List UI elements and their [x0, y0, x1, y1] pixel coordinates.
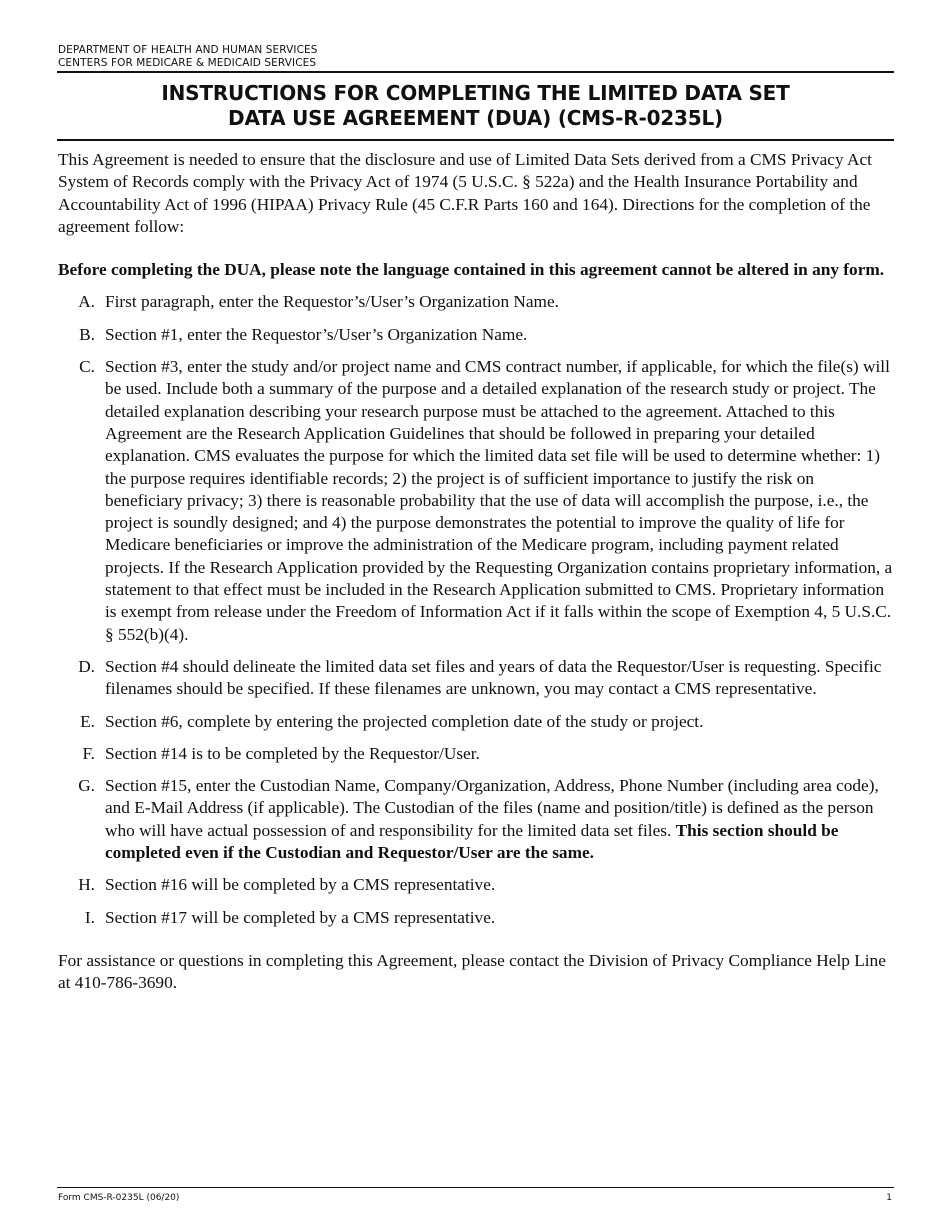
- header-rule: [57, 71, 894, 73]
- list-item: [58, 656, 894, 701]
- alteration-note: Before completing the DUA, please note the language contained in this agreement cannot be altered in any form.: [58, 260, 885, 280]
- footer-rule: [57, 1187, 894, 1188]
- list-item: [58, 775, 894, 864]
- list-item: [58, 324, 894, 346]
- item-text: Section #15, enter the Custodian Name, Company/Organization, Address, Phone Number (including area code), and E-Mail Address (if applicable). The Custodian of the files (name and position/title) is defined as the person who will have actual possession of and responsibility for the limited data set files.: [105, 776, 879, 840]
- item-text: Section #1, enter the Requestor’s/User’s Organization Name.: [105, 324, 528, 344]
- item-marker: A.: [78, 292, 95, 312]
- form-id: Form CMS-R-0235L (06/20): [58, 1193, 180, 1203]
- title-line-1: INSTRUCTIONS FOR COMPLETING THE LIMITED DATA SET: [161, 81, 790, 105]
- item-text: Section #6, complete by entering the projected completion date of the study or project.: [105, 711, 704, 731]
- list-item: [58, 907, 894, 929]
- item-text: Section #3, enter the study and/or project name and CMS contract number, if applicable, for which the file(s) will be used. Include both a summary of the purpose and a detailed explanation of the research study or project. The detailed explanation describing your research purpose must be attached to the agreement. Attached to this Agreement are the Research Application Guidelines that should be followed in preparing your detailed explanation. CMS evaluates the purpose for which the limited data set file will be used to determine whether: 1) the purpose requires identifiable records; 2) the project is of sufficient importance to justify the risk on beneficiary privacy; 3) there is reasonable probability that the use of data will accomplish the purpose, i.e., the project is soundly designed; and 4) the purpose demonstrates the potential to improve the quality of life for Medicare beneficiaries or improve the administration of the Medicare program, including payment related projects. If the Research Application provided by the Requesting Organization contains proprietary information, a statement to that effect must be included in the Research Application submitted to CMS. Proprietary information is exempt from release under the Freedom of Information Act if it falls within the scope of Exemption 4, 5 U.S.C. § 552(b)(4).: [105, 357, 893, 644]
- centers-name: CENTERS FOR MEDICARE & MEDICAID SERVICES: [58, 57, 317, 69]
- page-number: 1: [886, 1193, 892, 1203]
- title-line-2: DATA USE AGREEMENT (DUA) (CMS-R-0235L): [228, 106, 723, 130]
- item-marker: E.: [80, 711, 95, 731]
- item-marker: D.: [78, 656, 95, 676]
- item-text: Section #14 is to be completed by the Requestor/User.: [105, 743, 480, 763]
- page-footer: [58, 1193, 894, 1204]
- instruction-list: [58, 291, 894, 928]
- item-marker: H.: [78, 875, 95, 895]
- list-item: [58, 356, 894, 646]
- item-text: Section #17 will be completed by a CMS representative.: [105, 907, 496, 927]
- document-body: [58, 149, 894, 995]
- item-marker: G.: [78, 776, 95, 796]
- item-marker: I.: [84, 907, 95, 927]
- item-text: Section #4 should delineate the limited data set files and years of data the Requestor/User is requesting. Specific filenames should be specified. If these filenames are unknown, you may contact a CMS representative.: [105, 656, 882, 699]
- intro-paragraph: This Agreement is needed to ensure that the disclosure and use of Limited Data Sets derived from a CMS Privacy Act System of Records comply with the Privacy Act of 1974 (5 U.S.C. § 522a) and the Health Insurance Portability and Accountability Act of 1996 (HIPAA) Privacy Rule (45 C.F.R Parts 160 and 164). Directions for the completion of the agreement follow:: [58, 150, 872, 236]
- item-marker: C.: [79, 357, 95, 377]
- item-text: First paragraph, enter the Requestor’s/User’s Organization Name.: [105, 292, 559, 312]
- list-item: [58, 743, 894, 765]
- closing-paragraph: For assistance or questions in completing this Agreement, please contact the Division of Privacy Compliance Help Line at 410-786-3690.: [58, 950, 886, 993]
- list-item: [58, 711, 894, 733]
- document-title: [57, 81, 894, 131]
- item-marker: B.: [79, 324, 95, 344]
- item-marker: F.: [82, 743, 95, 763]
- list-item: [58, 291, 894, 313]
- item-text: Section #16 will be completed by a CMS representative.: [105, 875, 496, 895]
- department-name: DEPARTMENT OF HEALTH AND HUMAN SERVICES: [58, 44, 318, 56]
- title-rule: [57, 139, 894, 141]
- custodian-emphasis: This section should be completed even if the Custodian and Requestor/User are the same.: [105, 820, 839, 863]
- agency-header: [58, 44, 318, 70]
- list-item: [58, 874, 894, 896]
